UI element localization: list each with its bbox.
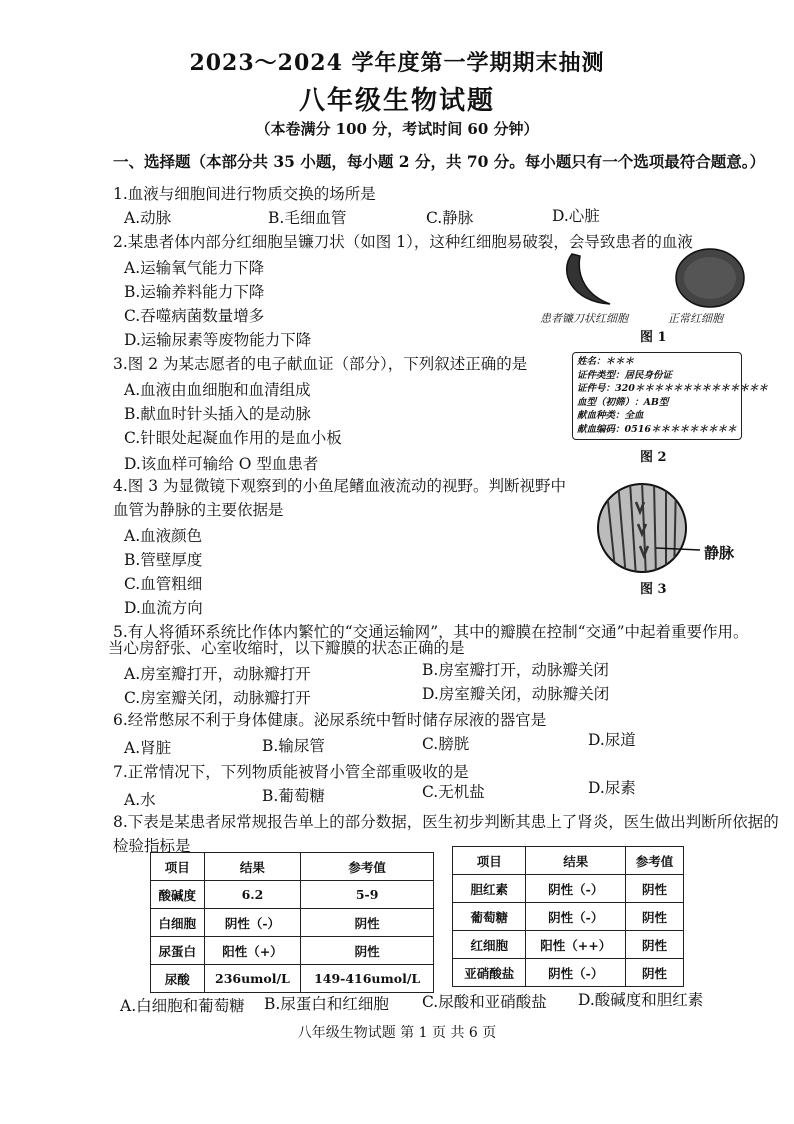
q8-stem-line1: 8.下表是某患者尿常规报告单上的部分数据，医生初步判断其患上了肾炎，医生做出判断所依据的 xyxy=(113,813,779,831)
table-cell: 阴性（-） xyxy=(526,875,626,903)
q1-option-b: B.毛细血管 xyxy=(268,209,347,227)
q6-option-b: B.输尿管 xyxy=(262,737,325,755)
q3-option-a: A.血液由血细胞和血清组成 xyxy=(124,381,311,399)
table-cell: 胆红素 xyxy=(453,875,526,903)
q1-option-a: A.动脉 xyxy=(124,209,172,227)
fig3-caption: 图 3 xyxy=(640,582,667,597)
urinalysis-table-right xyxy=(452,846,684,987)
table-row xyxy=(453,959,684,987)
q7-option-c: C.无机盐 xyxy=(422,783,485,801)
exam-term-title: 2023～2024 学年度第一学期期末抽测 xyxy=(189,50,605,76)
card-line-id-number: 证件号：320＊＊＊＊＊＊＊＊＊＊＊＊＊＊ xyxy=(577,383,768,395)
table-cell: 阴性 xyxy=(301,937,434,965)
fig3-vein-label: 静脉 xyxy=(704,544,735,562)
donation-certificate-card xyxy=(572,352,768,440)
q6-stem: 6.经常憋尿不利于身体健康。泌尿系统中暂时储存尿液的器官是 xyxy=(113,711,547,729)
fig1-sickle-label: 患者镰刀状红细胞 xyxy=(540,312,628,325)
urinalysis-table-left xyxy=(150,852,434,993)
fig1-normal-label: 正常红细胞 xyxy=(668,312,723,325)
table-cell: 阴性 xyxy=(626,931,684,959)
q1-option-c: C.静脉 xyxy=(426,209,474,227)
table-row xyxy=(151,965,434,993)
table-cell: 尿蛋白 xyxy=(151,937,205,965)
table-cell: 阴性（-） xyxy=(204,909,301,937)
q4-option-a: A.血液颜色 xyxy=(124,527,203,545)
table-row xyxy=(453,875,684,903)
table-row xyxy=(453,931,684,959)
q7-stem: 7.正常情况下，下列物质能被肾小管全部重吸收的是 xyxy=(113,763,469,781)
q4-stem-line2: 血管为静脉的主要依据是 xyxy=(113,501,284,519)
q5-option-a: A.房室瓣打开，动脉瓣打开 xyxy=(124,665,311,683)
q8-stem-line2: 检验指标是 xyxy=(113,837,191,855)
figure-3-microscope-view xyxy=(596,482,746,578)
q7-option-a: A.水 xyxy=(124,791,156,809)
q8-option-b: B.尿蛋白和红细胞 xyxy=(264,995,389,1013)
table-cell: 阳性（+） xyxy=(204,937,301,965)
sickle-cell xyxy=(567,254,610,304)
table-cell: 红细胞 xyxy=(453,931,526,959)
q5-option-c: C.房室瓣关闭，动脉瓣打开 xyxy=(124,689,311,707)
table-cell: 尿酸 xyxy=(151,965,205,993)
exam-info: （本卷满分 100 分，考试时间 60 分钟） xyxy=(255,120,539,138)
table-cell: 葡萄糖 xyxy=(453,903,526,931)
exam-subject-title: 八年级生物试题 xyxy=(298,86,495,116)
q6-option-d: D.尿道 xyxy=(588,731,636,749)
table-cell: 阴性 xyxy=(626,959,684,987)
table-row xyxy=(151,881,434,909)
card-line-name: 姓名：＊＊＊ xyxy=(577,356,635,367)
table-cell: 149-416umol/L xyxy=(301,965,434,993)
q3-stem: 3.图 2 为某志愿者的电子献血证（部分），下列叙述正确的是 xyxy=(113,355,528,373)
q5-option-b: B.房室瓣打开，动脉瓣关闭 xyxy=(422,661,609,679)
table-header-cell: 项目 xyxy=(453,847,526,875)
table-cell: 白细胞 xyxy=(151,909,205,937)
table-cell: 阴性（-） xyxy=(526,903,626,931)
q5-option-d: D.房室瓣关闭，动脉瓣关闭 xyxy=(422,685,610,703)
q7-option-d: D.尿素 xyxy=(588,779,636,797)
q5-stem-line1: 5.有人将循环系统比作体内繁忙的“交通运输网”，其中的瓣膜在控制“交通”中起着重要作用。 xyxy=(113,623,749,641)
q5-stem-line2: 当心房舒张、心室收缩时，以下瓣膜的状态正确的是 xyxy=(108,639,465,657)
table-header-row xyxy=(453,847,684,875)
q2-option-b: B.运输养料能力下降 xyxy=(124,283,265,301)
table-row xyxy=(151,909,434,937)
q8-option-c: C.尿酸和亚硝酸盐 xyxy=(422,993,547,1011)
page-footer: 八年级生物试题 第 1 页 共 6 页 xyxy=(297,1025,497,1041)
table-header-cell: 结果 xyxy=(526,847,626,875)
table-cell: 236umol/L xyxy=(204,965,301,993)
fig1-caption: 图 1 xyxy=(640,330,667,345)
table-cell: 6.2 xyxy=(204,881,301,909)
table-cell: 阴性 xyxy=(626,903,684,931)
table-cell: 5-9 xyxy=(301,881,434,909)
figure-1-cells xyxy=(550,248,750,310)
q2-stem: 2.某患者体内部分红细胞呈镰刀状（如图 1），这种红细胞易破裂，会导致患者的血液 xyxy=(113,233,693,251)
table-header-cell: 结果 xyxy=(204,853,301,881)
q7-option-b: B.葡萄糖 xyxy=(262,787,325,805)
table-cell: 阴性 xyxy=(626,875,684,903)
q1-option-d: D.心脏 xyxy=(552,207,600,225)
card-line-id-type: 证件类型：居民身份证 xyxy=(577,369,673,381)
table-header-cell: 项目 xyxy=(151,853,205,881)
card-line-donation-type: 献血种类：全血 xyxy=(577,410,644,422)
q6-option-c: C.膀胱 xyxy=(422,735,470,753)
q4-option-c: C.血管粗细 xyxy=(124,575,203,593)
table-header-cell: 参考值 xyxy=(301,853,434,881)
q1-stem: 1.血液与细胞间进行物质交换的场所是 xyxy=(113,185,376,203)
card-line-donation-code: 献血编码：0516＊＊＊＊＊＊＊＊＊ xyxy=(577,423,737,435)
table-cell: 阴性 xyxy=(301,909,434,937)
q3-option-c: C.针眼处起凝血作用的是血小板 xyxy=(124,429,342,447)
q4-stem-line1: 4.图 3 为显微镜下观察到的小鱼尾鳍血液流动的视野。判断视野中 xyxy=(113,477,567,495)
q4-option-b: B.管壁厚度 xyxy=(124,551,203,569)
section-heading: 一、选择题（本部分共 35 小题，每小题 2 分，共 70 分。每小题只有一个选项最符合题意。） xyxy=(113,152,766,171)
q3-option-b: B.献血时针头插入的是动脉 xyxy=(124,405,311,423)
table-cell: 阴性（-） xyxy=(526,959,626,987)
table-cell: 亚硝酸盐 xyxy=(453,959,526,987)
fig2-caption: 图 2 xyxy=(640,450,667,465)
table-cell: 酸碱度 xyxy=(151,881,205,909)
q8-option-d: D.酸碱度和胆红素 xyxy=(578,991,704,1009)
table-header-row xyxy=(151,853,434,881)
table-cell: 阳性（++） xyxy=(526,931,626,959)
q8-option-a: A.白细胞和葡萄糖 xyxy=(120,997,245,1015)
q2-option-c: C.吞噬病菌数量增多 xyxy=(124,307,265,325)
q2-option-a: A.运输氧气能力下降 xyxy=(124,259,265,277)
q3-option-d: D.该血样可输给 O 型血患者 xyxy=(124,455,319,473)
card-line-blood-type: 血型（初筛）：AB型 xyxy=(577,396,669,408)
table-header-cell: 参考值 xyxy=(626,847,684,875)
q4-option-d: D.血流方向 xyxy=(124,599,203,617)
q6-option-a: A.肾脏 xyxy=(124,739,172,757)
q2-option-d: D.运输尿素等废物能力下降 xyxy=(124,331,312,349)
table-row xyxy=(151,937,434,965)
table-row xyxy=(453,903,684,931)
